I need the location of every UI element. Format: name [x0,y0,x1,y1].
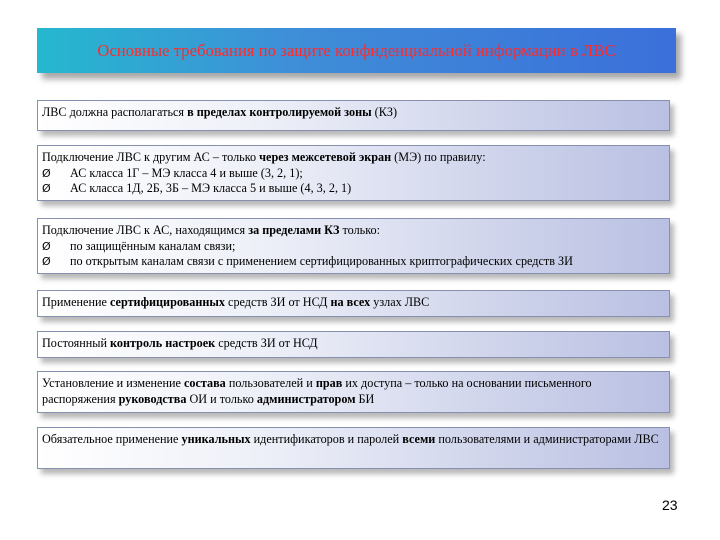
slide-title: Основные требования по защите конфиденциальной информации в ЛВС [97,40,616,60]
list-item [42,166,665,182]
card-text: средств ЗИ от НСД [224,295,331,309]
card-text: средств ЗИ от НСД [215,336,318,350]
card-text: БИ [355,391,375,406]
list-item-text: АС класса 1Д, 2Б, 3Б – МЭ класса 5 и выше (4, 3, 2, 1) [70,181,352,195]
slide-title-box [37,28,676,73]
card-emphasis: уникальных [181,432,251,446]
card-emphasis: администратором [256,391,356,406]
card-text: ЛВС должна располагаться [42,105,188,119]
card-text: Подключение ЛВС к АС, находящимся [42,223,249,237]
list-item-text: по защищённым каналам связи; [70,238,236,253]
card-text: идентификаторов и паролей [250,432,403,446]
card-text: пользователями и администраторами ЛВС [435,432,659,446]
card-text: Постоянный [42,336,111,350]
arrow-bullet-icon: Ø [42,255,51,268]
card-text: ОИ и только [186,391,257,406]
card-text: (КЗ) [371,105,398,119]
arrow-bullet-icon: Ø [42,239,51,253]
requirement-card-external [37,218,670,274]
card-emphasis: контроль настроек [110,336,216,350]
card-text: Установление и изменение [42,376,184,390]
card-emphasis: за пределами КЗ [248,223,340,237]
requirement-card-control [37,331,670,358]
requirement-card-identifiers [37,427,670,469]
page-number: 23 [662,497,678,513]
card-emphasis: через межсетевой экран [259,150,392,164]
card-text: узлах ЛВС [370,295,430,309]
card-emphasis: прав [315,376,343,390]
card-text: Обязательное применение [42,432,182,446]
card-emphasis: на всех [330,295,371,309]
list-item-text: по открытым каналам связи с применением сертифицированных криптографических средств ЗИ [70,254,573,268]
list-item [42,239,665,255]
card-emphasis: всеми [402,432,436,446]
card-emphasis: сертифицированных [109,295,225,309]
card-emphasis: состава [183,376,226,390]
card-emphasis: руководства [118,391,187,406]
requirement-card-firewall [37,145,670,201]
list-item [42,254,665,270]
list-item [42,181,665,197]
card-text: Подключение ЛВС к другим АС – только [42,150,260,164]
card-emphasis: в пределах контролируемой зоны [187,105,372,119]
requirement-card-certified [37,290,670,317]
card-text: пользователей и [225,376,316,390]
card-text: их доступа – только на основании письменного распоряжения [42,376,592,406]
card-text: (МЭ) по правилу: [391,150,486,164]
card-text: Применение [42,295,110,309]
requirement-card-access-rights [37,371,670,413]
card-text: только: [339,223,380,237]
arrow-bullet-icon: Ø [42,166,51,180]
arrow-bullet-icon: Ø [42,182,51,195]
requirement-card-zone [37,100,670,131]
list-item-text: АС класса 1Г – МЭ класса 4 и выше (3, 2, 1); [70,165,303,180]
